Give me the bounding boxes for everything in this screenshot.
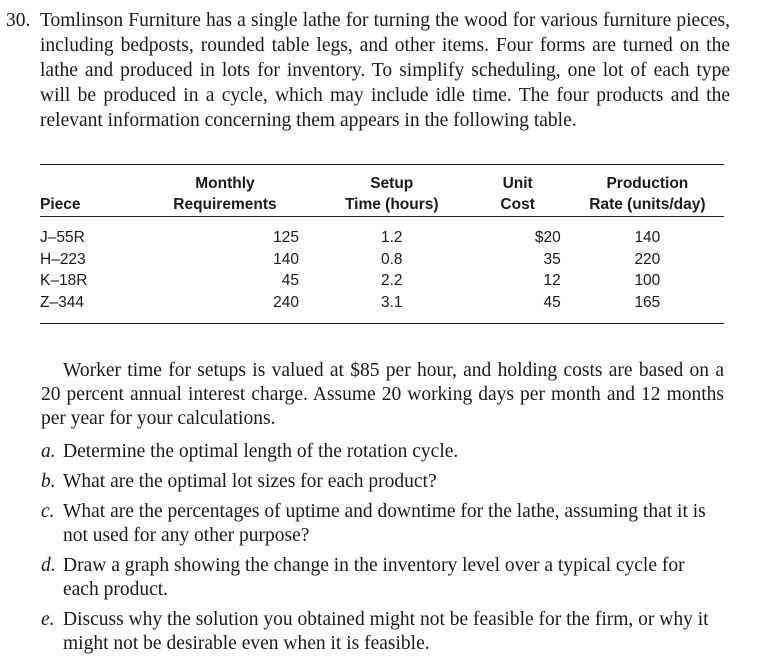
question-letter: c. <box>41 501 55 522</box>
table-row <box>40 292 724 324</box>
question-item <box>41 500 724 548</box>
cell-unit-cost: $20 <box>534 229 561 246</box>
cell-setup-time: 1.2 <box>380 229 403 246</box>
question-item <box>41 554 724 602</box>
header-line: Unit <box>502 175 533 192</box>
question-text: What are the percentages of uptime and downtime for the lathe, assuming that it is not used for any other purpose? <box>63 501 706 546</box>
cell-piece: K–18R <box>40 272 88 289</box>
cell-requirements: 125 <box>273 229 299 246</box>
question-letter: e. <box>41 609 55 630</box>
header-production-rate <box>571 165 724 217</box>
cell-piece: J–55R <box>40 229 85 246</box>
cell-setup-time: 2.2 <box>380 272 403 289</box>
cell-setup-time: 3.1 <box>380 293 403 311</box>
header-monthly-requirements <box>131 165 319 217</box>
product-data-table <box>40 164 724 324</box>
header-line: Requirements <box>173 196 277 213</box>
header-line: Monthly <box>195 175 255 192</box>
cell-unit-cost: 12 <box>543 272 561 289</box>
question-letter: b. <box>41 471 56 492</box>
table-row <box>40 270 724 292</box>
question-list <box>41 440 724 662</box>
question-letter: d. <box>41 555 56 576</box>
cell-unit-cost: 45 <box>543 293 561 311</box>
question-item <box>41 440 724 464</box>
problem-text: Tomlinson Furniture has a single lathe for turning the wood for various furniture pieces, including bedposts, rounded table legs, and other items. Four forms are turned on the lathe and produced in lots for inventory. To simplify scheduling, one lot of each type will be produced in a cycle, which may include idle time. The four products and the relevant information concerning them appears in the following table. <box>40 10 730 131</box>
header-unit-cost <box>465 165 571 217</box>
cell-production-rate: 220 <box>634 250 661 268</box>
header-line: Setup <box>370 175 414 192</box>
cell-requirements: 140 <box>273 250 299 268</box>
cell-production-rate: 165 <box>634 293 661 311</box>
cell-piece: Z–344 <box>40 293 84 311</box>
question-text: Determine the optimal length of the rotation cycle. <box>63 441 459 462</box>
header-line: Cost <box>500 196 535 213</box>
cell-production-rate: 100 <box>634 272 661 289</box>
question-text: What are the optimal lot sizes for each product? <box>63 471 437 492</box>
table-row <box>40 217 724 249</box>
cell-unit-cost: 35 <box>543 250 561 268</box>
problem-number: 30. <box>6 10 31 31</box>
header-piece: Piece <box>40 196 81 213</box>
question-letter: a. <box>41 441 56 462</box>
question-text: Draw a graph showing the change in the inventory level over a typical cycle for each product. <box>63 555 685 600</box>
question-text: Discuss why the solution you obtained might not be feasible for the firm, or why it might not be desirable even when it is feasible. <box>63 609 709 654</box>
assumptions-paragraph: Worker time for setups is valued at $85 per hour, and holding costs are based on a 20 percent annual interest charge. Assume 20 working days per month and 12 months per year for your calculations. <box>41 360 724 429</box>
cell-requirements: 240 <box>273 293 299 311</box>
question-item <box>41 470 724 494</box>
header-line: Rate (units/day) <box>589 196 706 213</box>
problem-statement <box>0 8 730 133</box>
cell-requirements: 45 <box>281 272 299 289</box>
header-line: Time (hours) <box>344 196 439 213</box>
cell-production-rate: 140 <box>634 229 661 246</box>
cell-piece: H–223 <box>40 250 86 268</box>
cell-setup-time: 0.8 <box>380 250 403 268</box>
header-setup-time <box>319 165 465 217</box>
table-header-row <box>40 165 724 217</box>
header-line: Production <box>606 175 689 192</box>
table-row <box>40 249 724 271</box>
question-item <box>41 608 724 656</box>
